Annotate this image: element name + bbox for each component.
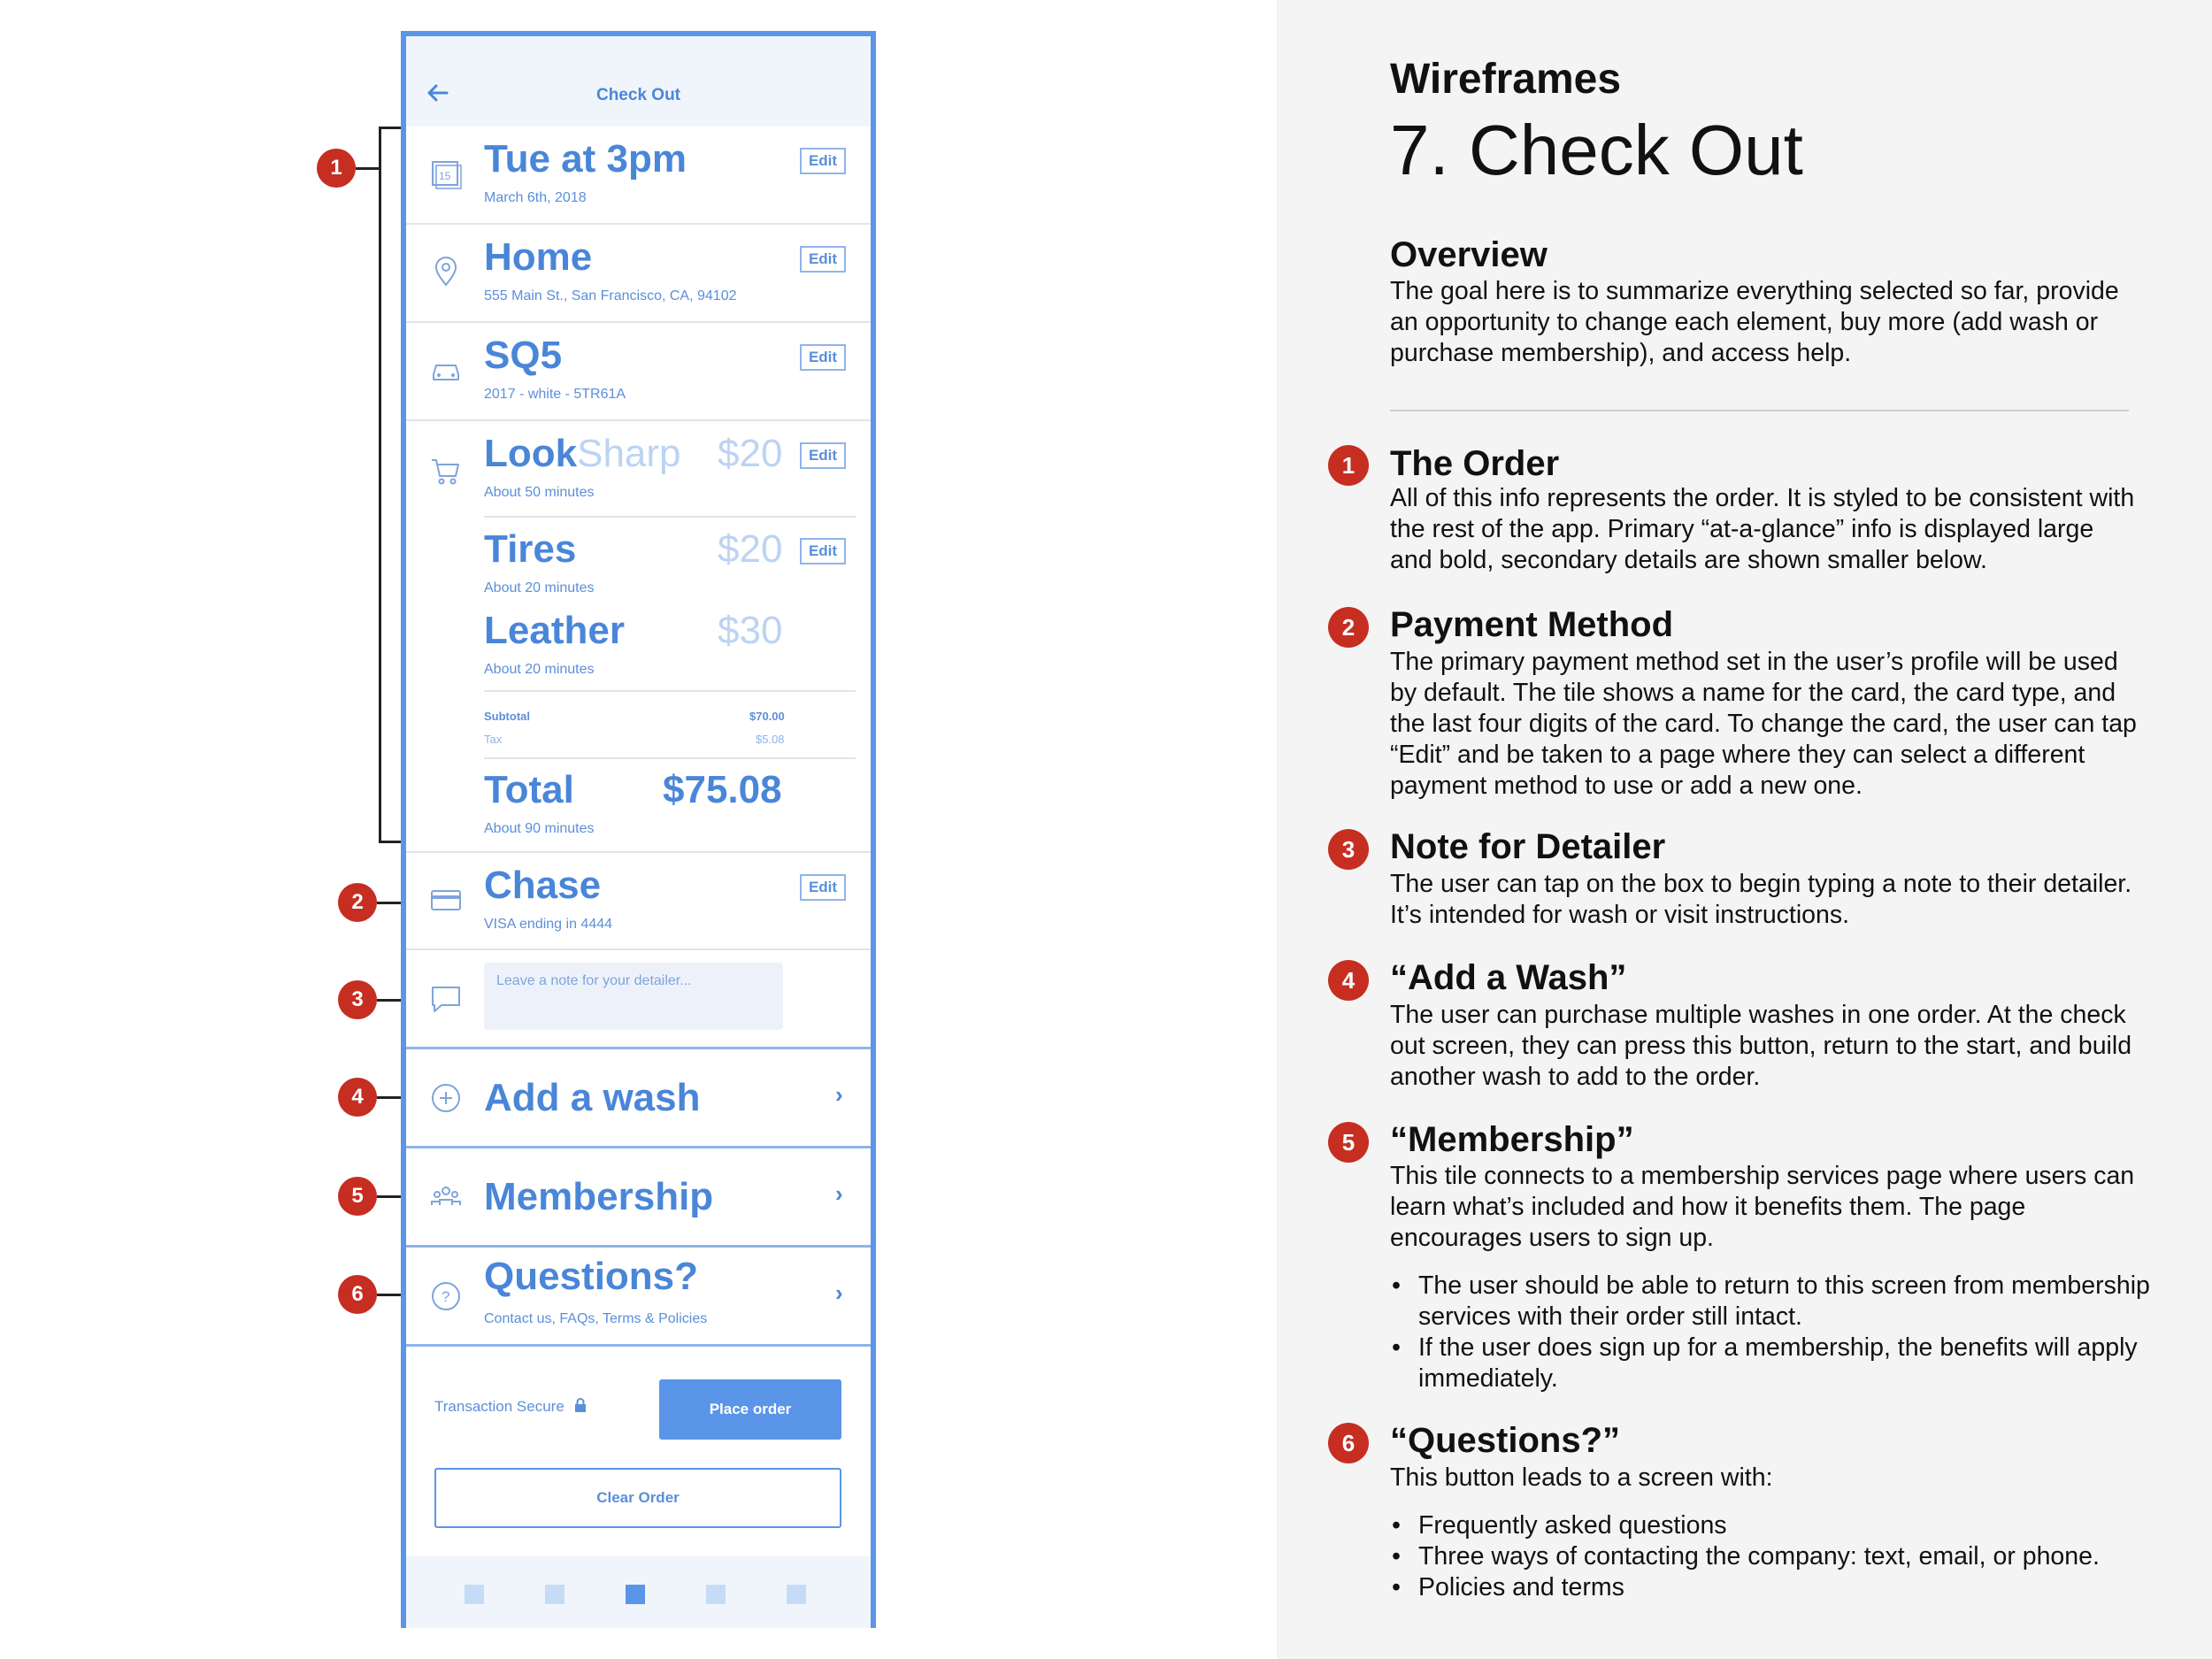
credit-card-icon: [429, 883, 463, 917]
section-text-questions: This button leads to a screen with:: [1390, 1463, 1773, 1492]
questions-label: Questions?: [484, 1255, 699, 1298]
note-row: [406, 950, 871, 1049]
divider: [484, 757, 856, 759]
annotation-badge-6: 6: [338, 1275, 377, 1314]
app-header: [406, 36, 871, 127]
edit-service-button[interactable]: Edit: [800, 538, 846, 565]
section-heading-add-wash: “Add a Wash”: [1390, 958, 1627, 997]
clear-order-button[interactable]: Clear Order: [434, 1468, 841, 1528]
chat-bubble-icon: [429, 982, 463, 1016]
place-order-button[interactable]: Place order: [659, 1379, 841, 1440]
annotation-badge-1: 1: [1328, 445, 1369, 486]
tab-4[interactable]: [706, 1585, 726, 1604]
annotation-badge-6: 6: [1328, 1423, 1369, 1463]
divider: [484, 516, 856, 518]
svg-text:15: 15: [439, 170, 451, 182]
location-pin-icon: [429, 255, 463, 288]
annotation-badge-4: 4: [1328, 960, 1369, 1001]
service-name-primary: Look: [484, 432, 578, 475]
overview-heading: Overview: [1390, 235, 1548, 274]
vehicle-model: SQ5: [484, 334, 563, 377]
transaction-secure: [434, 1398, 587, 1416]
svg-text:?: ?: [442, 1288, 450, 1305]
service-price: $20: [718, 527, 783, 571]
membership-row[interactable]: [406, 1148, 871, 1248]
list-item: • If the user does sign up for a membership, the benefits will apply immediately.: [1418, 1333, 2162, 1394]
chevron-right-icon: ›: [835, 1081, 843, 1108]
edit-payment-button[interactable]: Edit: [800, 874, 846, 901]
list-item: • Policies and terms: [1418, 1572, 2162, 1603]
section-text-add-wash: The user can purchase multiple washes in one order. At the check out screen, they can press this button, return to the start, and build another wash to add to the order.: [1390, 1001, 2132, 1091]
transaction-secure-label: Transaction Secure: [434, 1398, 565, 1415]
questions-bullets: [1418, 1510, 2162, 1603]
add-wash-row[interactable]: [406, 1049, 871, 1148]
lock-icon: [574, 1398, 587, 1412]
section-heading-note: Note for Detailer: [1390, 827, 1666, 866]
services-block: [406, 421, 871, 853]
subtotal-label: Subtotal: [484, 710, 530, 723]
edit-service-button[interactable]: Edit: [800, 442, 846, 469]
detailer-note-input[interactable]: Leave a note for your detailer...: [484, 963, 783, 1030]
leader-line-1: [356, 167, 379, 170]
service-item-name: Leather: [484, 609, 625, 652]
car-icon: [429, 353, 463, 387]
service-duration: About 50 minutes: [484, 485, 595, 500]
annotation-badge-5: 5: [1328, 1122, 1369, 1163]
group-people-icon: [429, 1180, 463, 1214]
total-label: Total: [484, 768, 574, 811]
membership-label: Membership: [484, 1175, 714, 1218]
total-duration: About 90 minutes: [484, 821, 595, 836]
annotation-badge-3: 3: [1328, 829, 1369, 870]
bottom-tab-bar: [406, 1556, 871, 1628]
tab-5[interactable]: [787, 1585, 806, 1604]
add-wash-label: Add a wash: [484, 1076, 701, 1119]
list-item: • Frequently asked questions: [1418, 1510, 2162, 1541]
section-text-membership: This tile connects to a membership services page where users can learn what’s included and how it benefits them. The page encourages users to sign up.: [1390, 1162, 2135, 1252]
panel-kicker: Wireframes: [1390, 56, 1622, 103]
location-row: [406, 225, 871, 323]
tax-value: $5.08: [756, 733, 785, 746]
tab-2[interactable]: [545, 1585, 565, 1604]
membership-bullets: [1418, 1271, 2162, 1394]
section-text-note: The user can tap on the box to begin typing a note to their detailer. It’s intended for wash or visit instructions.: [1390, 870, 2132, 929]
date-detail: March 6th, 2018: [484, 190, 587, 205]
payment-card-name: Chase: [484, 864, 602, 907]
divider: [1390, 410, 2129, 411]
payment-row: [406, 853, 871, 950]
plus-circle-icon: [429, 1081, 463, 1115]
section-text-payment: The primary payment method set in the user’s profile will be used by default. The tile shows a name for the card, the card type, and the last four digits of the card. To change the card, the user can tap “Edit” and be taken to a page where they can select a different payment method to use or add a new one.: [1390, 648, 2137, 800]
subtotal-value: $70.00: [749, 710, 785, 723]
service-duration: About 20 minutes: [484, 662, 595, 677]
list-item: • The user should be able to return to this screen from membership services with their order still intact.: [1418, 1271, 2162, 1333]
vehicle-row: [406, 323, 871, 421]
list-item: • Three ways of contacting the company: text, email, or phone.: [1418, 1541, 2162, 1572]
vehicle-details: 2017 - white - 5TR61A: [484, 387, 626, 402]
divider: [484, 690, 856, 692]
cart-icon: [429, 453, 463, 487]
edit-date-button[interactable]: Edit: [800, 148, 846, 174]
date-row: [406, 127, 871, 225]
questions-detail: Contact us, FAQs, Terms & Policies: [484, 1311, 708, 1326]
date-value: Tue at 3pm: [484, 137, 687, 180]
tax-label: Tax: [484, 733, 503, 746]
annotation-badge-3: 3: [338, 980, 377, 1019]
service-price: $20: [718, 432, 783, 475]
edit-location-button[interactable]: Edit: [800, 246, 846, 273]
payment-card-detail: VISA ending in 4444: [484, 917, 613, 932]
section-heading-payment: Payment Method: [1390, 605, 1674, 644]
location-value: Home: [484, 235, 593, 279]
edit-vehicle-button[interactable]: Edit: [800, 344, 846, 371]
service-item-name: Tires: [484, 527, 577, 571]
description-panel: [1277, 0, 2212, 1659]
service-name-secondary: Sharp: [577, 432, 681, 475]
service-item-name: [484, 432, 681, 476]
chevron-right-icon: ›: [835, 1279, 843, 1306]
tab-3[interactable]: [626, 1585, 645, 1604]
location-address: 555 Main St., San Francisco, CA, 94102: [484, 288, 737, 303]
phone-wireframe: [401, 31, 876, 1628]
service-duration: About 20 minutes: [484, 580, 595, 595]
annotation-badge-2: 2: [1328, 607, 1369, 648]
header-title: Check Out: [595, 86, 681, 104]
section-heading-questions: “Questions?”: [1390, 1421, 1621, 1460]
chevron-right-icon: ›: [835, 1180, 843, 1207]
section-heading-membership: “Membership”: [1390, 1120, 1634, 1159]
annotation-badge-1: 1: [317, 149, 356, 188]
section-heading-order: The Order: [1390, 444, 1560, 483]
section-text-order: All of this info represents the order. It is styled to be consistent with the rest of the app. Primary “at-a-glance” info is displayed large and bold, secondary details are shown smaller below.: [1390, 484, 2135, 574]
page-title: 7. Check Out: [1390, 111, 1803, 189]
annotation-badge-5: 5: [338, 1177, 377, 1216]
overview-text: The goal here is to summarize everything selected so far, provide an opportunity to change each element, buy more (add wash or purchase membership), and access help.: [1390, 277, 2119, 367]
tab-1[interactable]: [465, 1585, 484, 1604]
service-price: $30: [718, 609, 783, 652]
question-circle-icon: [429, 1279, 463, 1313]
annotation-badge-2: 2: [338, 883, 377, 922]
calendar-icon: [429, 157, 463, 190]
total-value: $75.08: [663, 768, 782, 811]
questions-row[interactable]: [406, 1248, 871, 1347]
annotation-badge-4: 4: [338, 1078, 377, 1117]
